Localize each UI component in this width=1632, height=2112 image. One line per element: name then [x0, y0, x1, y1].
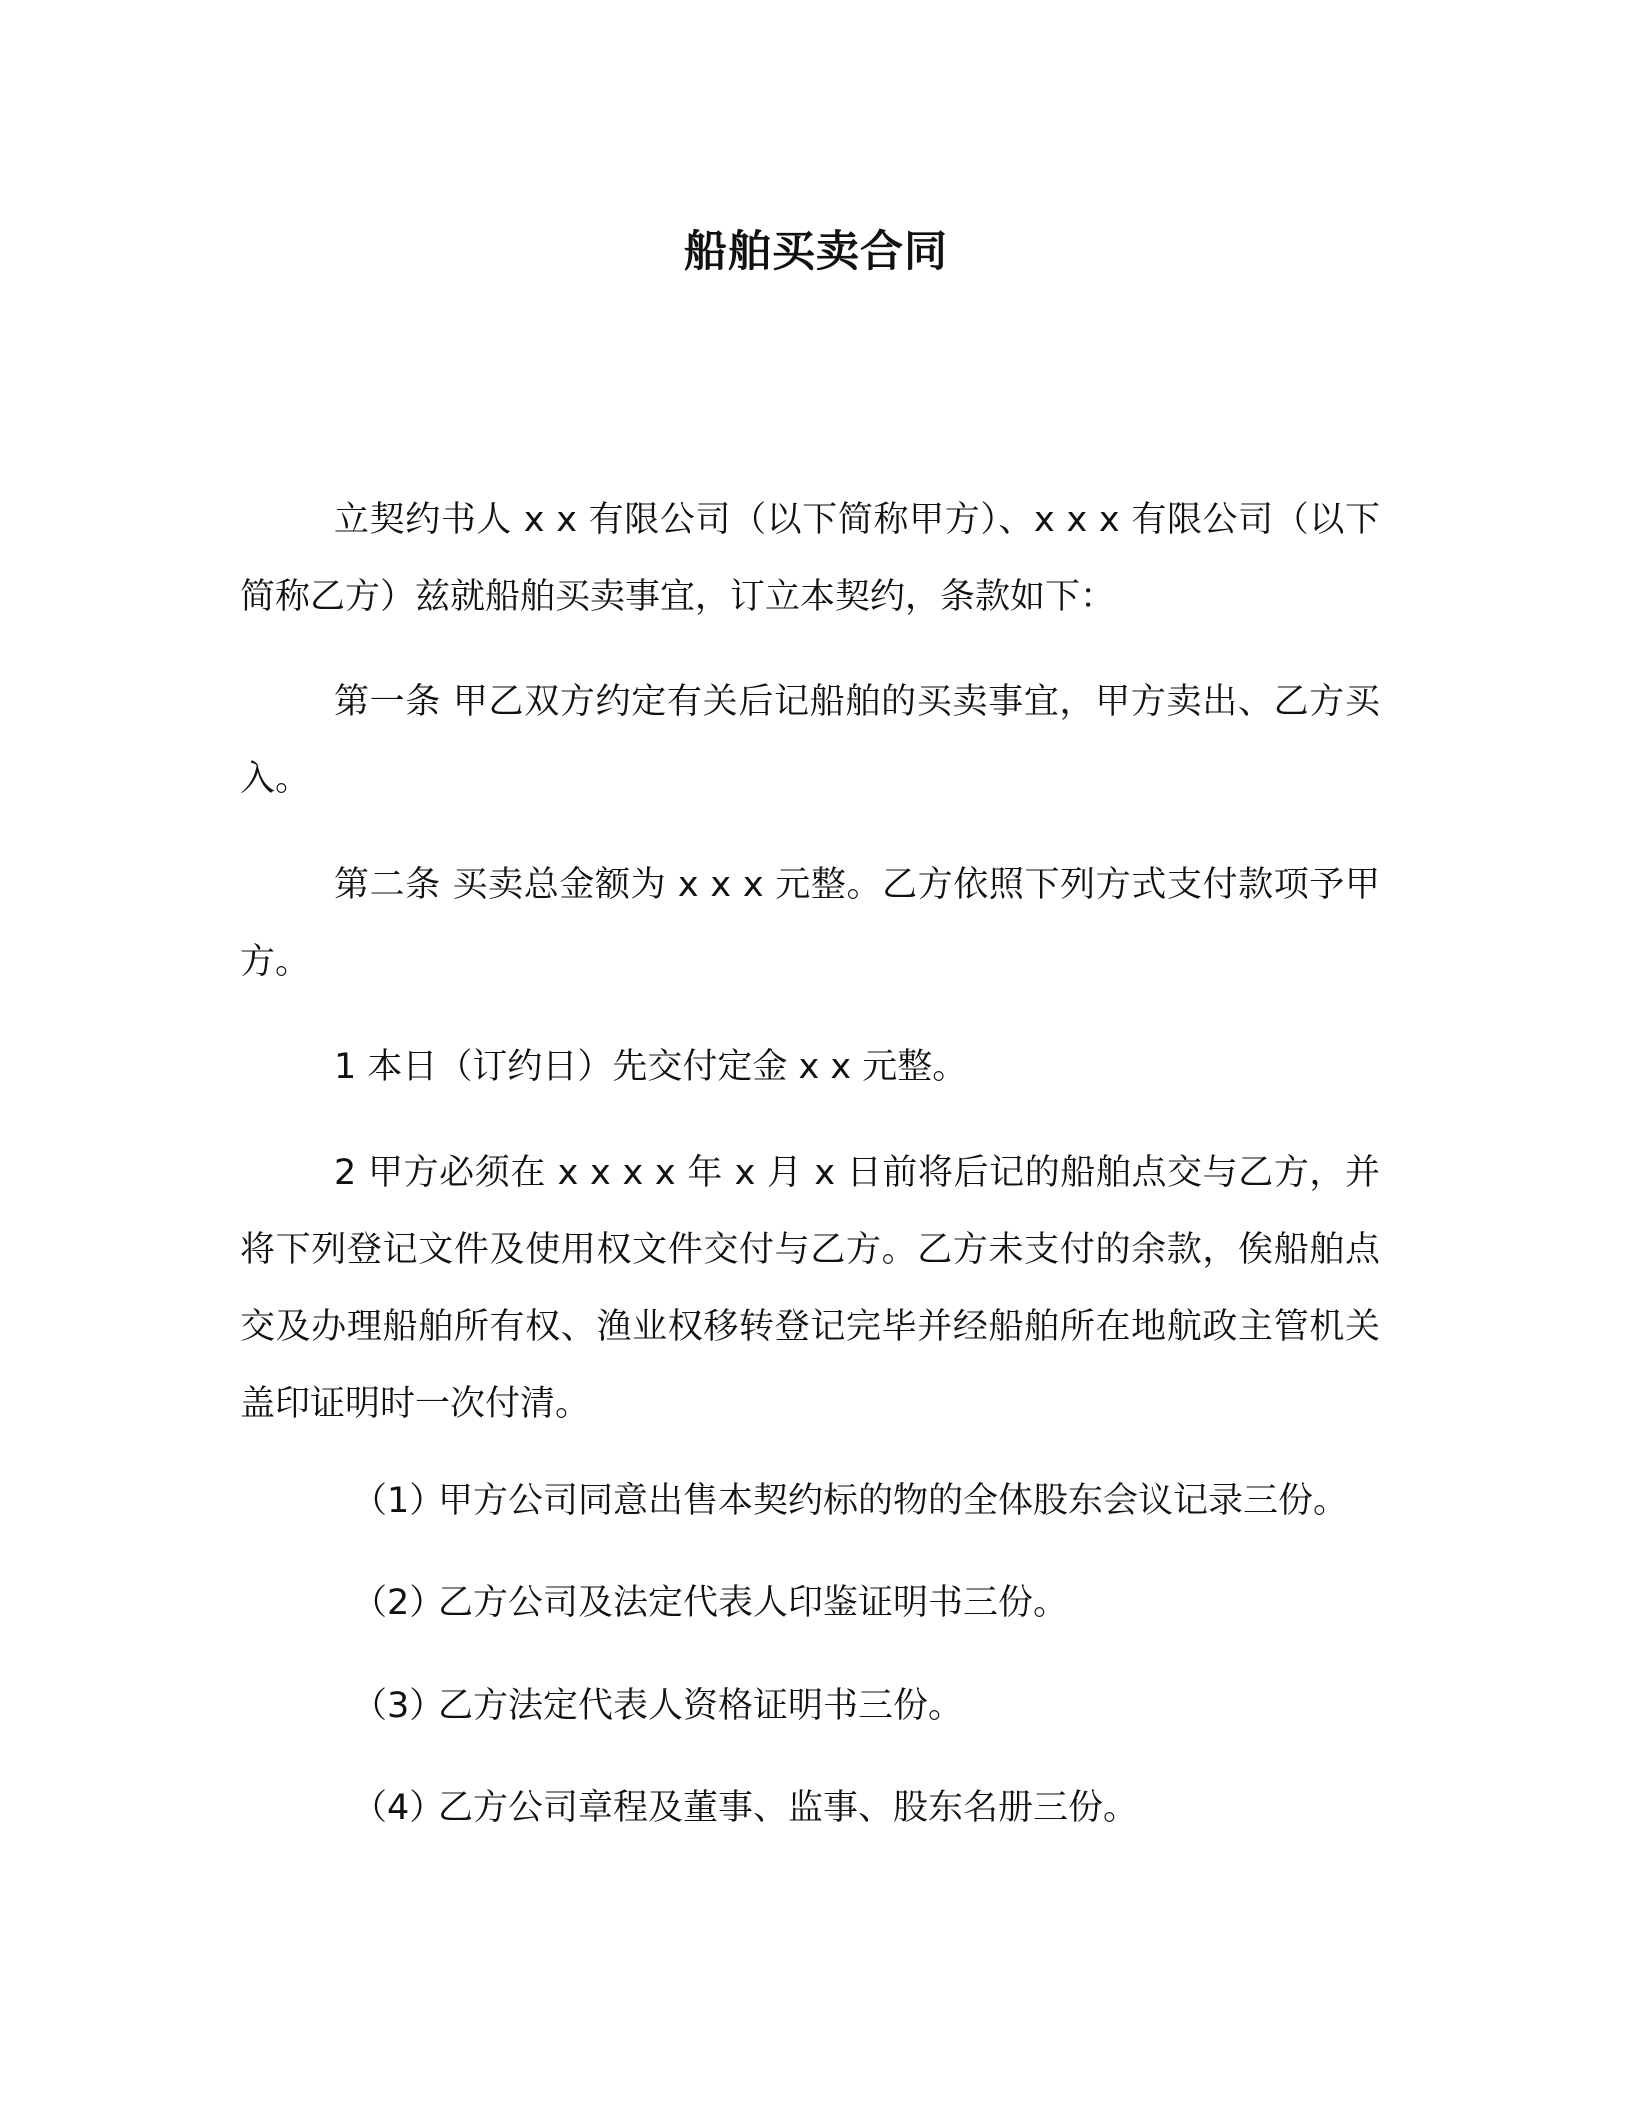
article-2-paragraph: 第二条 买卖总金额为 x x x 元整。乙方依照下列方式支付款项予甲方。 — [240, 865, 1380, 982]
article-1-block — [240, 664, 1380, 818]
document-list-number: （2） — [352, 1583, 445, 1623]
document-list-item — [352, 1770, 1392, 1847]
payment-item-2-block — [240, 1135, 1380, 1443]
document-list-number: （1） — [352, 1481, 445, 1521]
document-list-number: （4） — [352, 1788, 445, 1828]
intro-paragraph: 立契约书人 x x 有限公司（以下简称甲方）、x x x 有限公司（以下简称乙方）兹就船舶买卖事宜，订立本契约，条款如下： — [240, 500, 1380, 617]
document-list-number: （3） — [352, 1686, 445, 1726]
payment-item-1: 1 本日（订约日）先交付定金 x x 元整。 — [334, 1047, 968, 1087]
document-list-text: 乙方公司及法定代表人印鉴证明书三份。 — [438, 1583, 1069, 1623]
payment-item-1-block — [240, 1029, 1380, 1106]
document-list-item — [352, 1668, 1392, 1745]
article-1-paragraph: 第一条 甲乙双方约定有关后记船舶的买卖事宜，甲方卖出、乙方买入。 — [240, 682, 1380, 799]
document-list-text: 甲方公司同意出售本契约标的物的全体股东会议记录三份。 — [438, 1481, 1349, 1521]
document-list-item — [352, 1565, 1392, 1642]
intro-paragraph-block — [240, 482, 1380, 636]
document-list-item — [352, 1463, 1392, 1540]
article-2-block — [240, 847, 1380, 1001]
document-title: 船舶买卖合同 — [684, 227, 948, 277]
document-list-text: 乙方公司章程及董事、监事、股东名册三份。 — [438, 1788, 1139, 1828]
payment-item-2: 2 甲方必须在 x x x x 年 x 月 x 日前将后记的船舶点交与乙方，并将下列登记文件及使用权文件交付与乙方。乙方未支付的余款，俟船舶点交及办理船舶所有权、渔业权移转登记完毕并经船舶所在地航政主管机关盖印证明时一次付清。 — [240, 1153, 1380, 1424]
document-list-text: 乙方法定代表人资格证明书三份。 — [438, 1686, 964, 1726]
